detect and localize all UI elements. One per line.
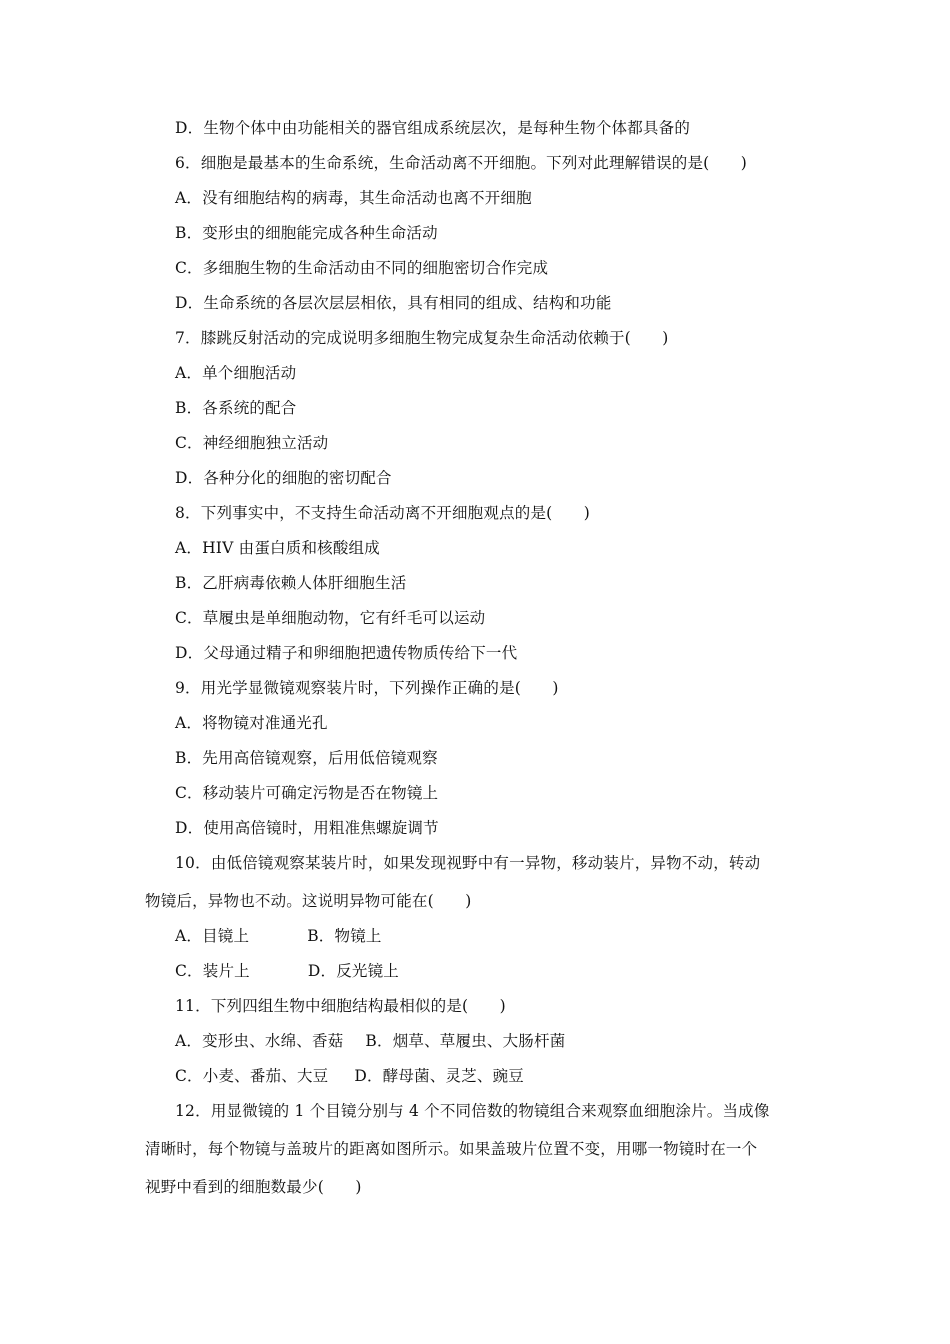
- q11-options-row-2: [175, 1066, 524, 1086]
- question-6: 6．细胞是最基本的生命系统，生命活动离不开细胞。下列对此理解错误的是( ): [175, 154, 748, 172]
- q8-option-d: D．父母通过精子和卵细胞把遗传物质传给下一代: [175, 644, 518, 662]
- question-12-line-2: 清晰时，每个物镜与盖玻片的距离如图所示。如果盖玻片位置不变，用哪一物镜时在一个: [145, 1140, 758, 1158]
- q8-option-a: A．HIV 由蛋白质和核酸组成: [175, 539, 380, 557]
- question-10-line-2: 物镜后，异物也不动。这说明异物可能在( ): [145, 892, 472, 910]
- q7-option-b: B．各系统的配合: [175, 399, 297, 417]
- q9-option-a: A．将物镜对准通光孔: [175, 714, 328, 732]
- q6-option-d: D．生命系统的各层次层层相依，具有相同的组成、结构和功能: [175, 294, 612, 312]
- question-12-line-1: 12．用显微镜的 1 个目镜分别与 4 个不同倍数的物镜组合来观察血细胞涂片。当成像: [175, 1102, 770, 1120]
- q6-option-a: A．没有细胞结构的病毒，其生命活动也离不开细胞: [175, 189, 532, 207]
- q10-option-c: C．装片上: [175, 962, 250, 980]
- q6-option-c: C．多细胞生物的生命活动由不同的细胞密切合作完成: [175, 259, 549, 277]
- q5-option-d: D．生物个体中由功能相关的器官组成系统层次，是每种生物个体都具备的: [175, 119, 691, 137]
- q11-option-a: A．变形虫、水绵、香菇: [175, 1032, 344, 1050]
- q7-option-c: C．神经细胞独立活动: [175, 434, 329, 452]
- q11-option-b: B．烟草、草履虫、大肠杆菌: [365, 1032, 566, 1050]
- q11-options-row-1: [175, 1031, 565, 1051]
- q10-option-d: D．反光镜上: [307, 962, 400, 980]
- q11-option-c: C．小麦、番茄、大豆: [175, 1067, 329, 1085]
- q9-option-d: D．使用高倍镜时，用粗准焦螺旋调节: [175, 819, 439, 837]
- question-7: 7．膝跳反射活动的完成说明多细胞生物完成复杂生命活动依赖于( ): [175, 329, 669, 347]
- q10-option-a: A．目镜上: [175, 927, 250, 945]
- q9-option-c: C．移动装片可确定污物是否在物镜上: [175, 784, 439, 802]
- question-12-line-3: 视野中看到的细胞数最少( ): [145, 1178, 362, 1196]
- question-9: 9．用光学显微镜观察装片时，下列操作正确的是( ): [175, 679, 559, 697]
- q8-option-b: B．乙肝病毒依赖人体肝细胞生活: [175, 574, 407, 592]
- q7-option-d: D．各种分化的细胞的密切配合: [175, 469, 392, 487]
- q7-option-a: A．单个细胞活动: [175, 364, 297, 382]
- q6-option-b: B．变形虫的细胞能完成各种生命活动: [175, 224, 438, 242]
- question-10-line-1: 10．由低倍镜观察某装片时，如果发现视野中有一异物，移动装片，异物不动，转动: [175, 854, 761, 872]
- question-11: 11．下列四组生物中细胞结构最相似的是( ): [175, 997, 506, 1015]
- q10-options-row-1: [175, 926, 382, 946]
- q10-option-b: B．物镜上: [307, 927, 382, 945]
- q10-options-row-2: [175, 961, 399, 981]
- q11-option-d: D．酵母菌、灵芝、豌豆: [354, 1067, 525, 1085]
- q9-option-b: B．先用高倍镜观察，后用低倍镜观察: [175, 749, 438, 767]
- question-8: 8．下列事实中，不支持生命活动离不开细胞观点的是( ): [175, 504, 591, 522]
- q8-option-c: C．草履虫是单细胞动物，它有纤毛可以运动: [175, 609, 486, 627]
